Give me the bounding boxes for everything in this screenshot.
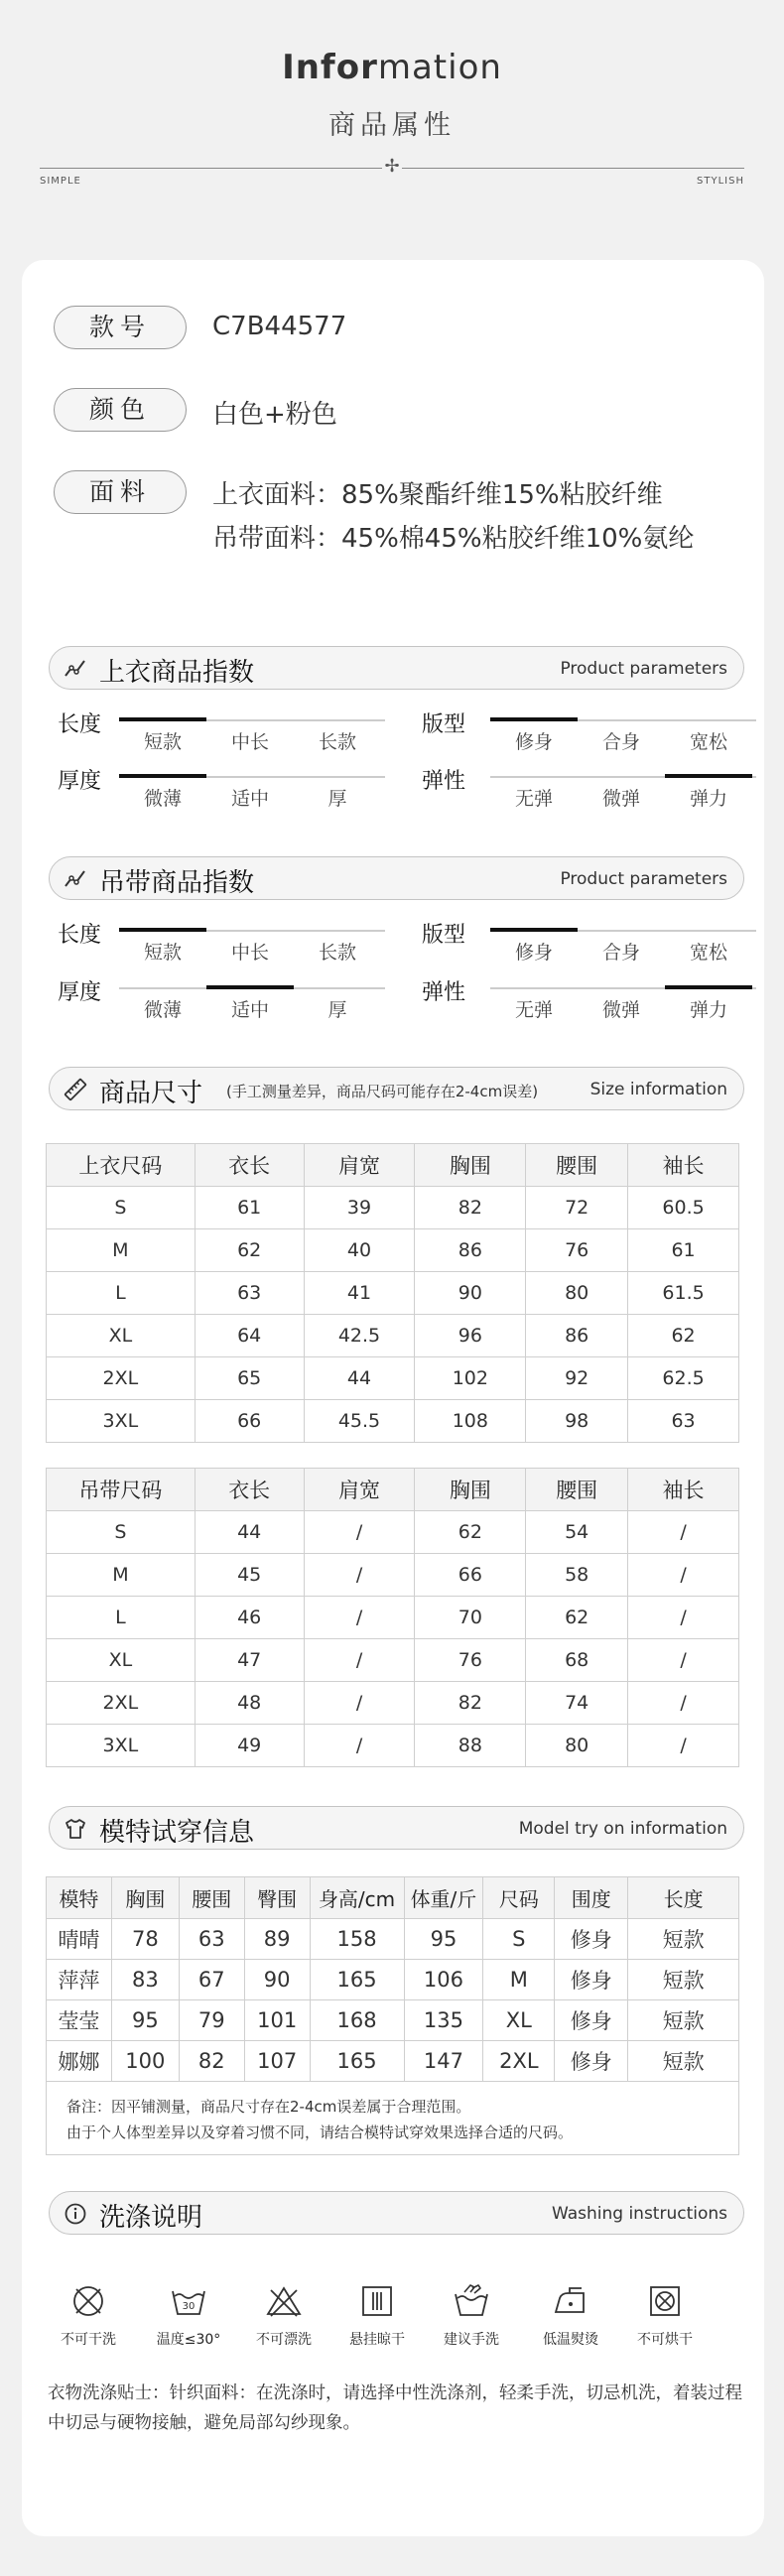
top-size-cell: 41 <box>304 1272 415 1315</box>
top-size-cell: M <box>47 1229 196 1272</box>
header-stylish-label: STYLISH <box>697 176 744 187</box>
trend-line-icon <box>64 867 87 891</box>
cami-size-cell: 47 <box>195 1639 304 1682</box>
model-column-header: 腰围 <box>179 1877 244 1919</box>
top-size-row <box>47 1187 739 1229</box>
index-option: 合身 <box>601 731 640 753</box>
top-size-column-header: 腰围 <box>526 1144 628 1187</box>
wash-item <box>529 2282 612 2349</box>
cami-fabric-value: 吊带面料：45%棉45%粘胶纤维10%氨纶 <box>212 524 695 554</box>
cami-size-cell: / <box>304 1725 415 1767</box>
index-option: 长款 <box>318 731 356 753</box>
index-label: 弹性 <box>422 980 466 1005</box>
top-size-cell: 80 <box>526 1272 628 1315</box>
wash-tip: 衣物洗涤贴士：针织面料：在洗涤时，请选择中性洗涤剂，轻柔手洗，切忌机洗，着装过程中切忌与硬物接触，避免局部勾纱现象。 <box>48 2383 742 2433</box>
model-cell: 79 <box>179 2000 244 2041</box>
top-size-cell: 64 <box>195 1315 304 1357</box>
top-size-cell: 76 <box>526 1229 628 1272</box>
index-selected-mark <box>119 928 206 932</box>
top-fabric-value: 上衣面料：85%聚酯纤维15%粘胶纤维 <box>212 480 663 510</box>
no-bleach-icon <box>265 2282 303 2320</box>
model-column-header: 体重/斤 <box>404 1877 483 1919</box>
wash-item <box>242 2282 326 2349</box>
top-size-cell: 62 <box>628 1315 739 1357</box>
index-scale <box>119 719 385 753</box>
model-cell: 修身 <box>555 2000 628 2041</box>
header-en-title: Information <box>282 48 502 87</box>
svg-text:30: 30 <box>182 2301 196 2312</box>
index-option: 适中 <box>230 999 269 1021</box>
index-selected-mark <box>119 774 206 778</box>
model-cell: 晴晴 <box>47 1919 112 1960</box>
top-size-row <box>47 1315 739 1357</box>
cami-size-header-row <box>47 1469 739 1511</box>
model-column-header: 身高/cm <box>310 1877 404 1919</box>
cami-size-cell: / <box>628 1511 739 1554</box>
model-cell: 2XL <box>483 2041 555 2082</box>
index-option: 短款 <box>143 731 182 753</box>
remark-line: 备注：因平铺测量，商品尺寸存在2-4cm误差属于合理范围。 <box>66 2098 471 2116</box>
model-row <box>47 2041 739 2082</box>
model-cell: 娜娜 <box>47 2041 112 2082</box>
cami-size-cell: / <box>628 1682 739 1725</box>
cami-size-cell: / <box>304 1554 415 1597</box>
model-cell: 修身 <box>555 2041 628 2082</box>
index-label: 弹性 <box>422 769 466 794</box>
top-size-cell: 42.5 <box>304 1315 415 1357</box>
wash-label: 低温熨烫 <box>543 2332 598 2348</box>
index-label: 版型 <box>422 712 466 737</box>
size-note: (手工测量差异，商品尺码可能存在2-4cm误差) <box>226 1083 539 1100</box>
index-option: 无弹 <box>514 999 553 1021</box>
model-cell: 101 <box>244 2000 310 2041</box>
index-scale <box>490 987 756 1021</box>
cami-size-cell: / <box>304 1682 415 1725</box>
model-en: Model try on information <box>518 1819 727 1839</box>
top-size-cell: 44 <box>304 1357 415 1400</box>
wash-item <box>147 2282 230 2349</box>
size-remark <box>46 2082 739 2155</box>
cami-size-cell: M <box>47 1554 196 1597</box>
cami-size-cell: 3XL <box>47 1725 196 1767</box>
trend-line-icon <box>64 657 87 681</box>
cami-size-cell: / <box>628 1725 739 1767</box>
cami-size-cell: / <box>628 1597 739 1639</box>
cami-size-row <box>47 1639 739 1682</box>
index-scale <box>490 930 756 964</box>
cami-size-cell: / <box>304 1511 415 1554</box>
index-option: 厚 <box>327 999 347 1021</box>
cami-size-row <box>47 1725 739 1767</box>
top-size-cell: 40 <box>304 1229 415 1272</box>
cami-size-cell: 54 <box>526 1511 628 1554</box>
header-simple-label: SIMPLE <box>40 176 81 187</box>
top-size-cell: 86 <box>526 1315 628 1357</box>
index-option: 合身 <box>601 942 640 964</box>
model-column-header: 围度 <box>555 1877 628 1919</box>
wash-title: 洗涤说明 <box>99 2203 203 2233</box>
cami-size-column-header: 胸围 <box>415 1469 526 1511</box>
cami-size-cell: 46 <box>195 1597 304 1639</box>
header-divider-left <box>40 168 382 169</box>
cami-size-row <box>47 1597 739 1639</box>
header-cn-title: 商品属性 <box>328 110 456 141</box>
low-iron-icon <box>552 2282 589 2320</box>
size-title: 商品尺寸 <box>99 1079 203 1108</box>
model-cell: 短款 <box>628 2041 739 2082</box>
model-cell: 短款 <box>628 2000 739 2041</box>
cami-size-cell: 66 <box>415 1554 526 1597</box>
top-size-column-header: 胸围 <box>415 1144 526 1187</box>
style-number-label: 款号 <box>54 306 187 349</box>
top-size-cell: 96 <box>415 1315 526 1357</box>
model-cell: 短款 <box>628 1919 739 1960</box>
top-size-cell: S <box>47 1187 196 1229</box>
top-size-column-header: 衣长 <box>195 1144 304 1187</box>
top-index-en: Product parameters <box>560 659 727 679</box>
top-size-row <box>47 1272 739 1315</box>
index-option: 宽松 <box>689 731 727 753</box>
top-size-row <box>47 1229 739 1272</box>
model-cell: 89 <box>244 1919 310 1960</box>
model-cell: 168 <box>310 2000 404 2041</box>
wash-label: 不可干洗 <box>61 2332 116 2348</box>
top-size-row <box>47 1357 739 1400</box>
cami-size-column-header: 衣长 <box>195 1469 304 1511</box>
shirt-icon <box>64 1817 87 1841</box>
model-header-row <box>47 1877 739 1919</box>
cami-size-cell: 58 <box>526 1554 628 1597</box>
model-column-header: 臀围 <box>244 1877 310 1919</box>
model-cell: 158 <box>310 1919 404 1960</box>
no-dry-clean-icon <box>69 2282 107 2320</box>
top-size-cell: 61.5 <box>628 1272 739 1315</box>
index-option: 宽松 <box>689 942 727 964</box>
index-scale <box>490 776 756 810</box>
model-cell: 95 <box>111 2000 179 2041</box>
index-scale <box>119 930 385 964</box>
top-size-cell: 86 <box>415 1229 526 1272</box>
index-option: 弹力 <box>689 999 727 1021</box>
model-cell: 107 <box>244 2041 310 2082</box>
top-size-cell: 2XL <box>47 1357 196 1400</box>
top-index-title: 上衣商品指数 <box>99 658 255 688</box>
cami-size-table <box>46 1468 739 1767</box>
model-cell: 63 <box>179 1919 244 1960</box>
model-cell: 修身 <box>555 1919 628 1960</box>
top-size-cell: 61 <box>628 1229 739 1272</box>
cami-size-column-header: 腰围 <box>526 1469 628 1511</box>
cami-size-cell: / <box>628 1554 739 1597</box>
ruler-icon <box>64 1078 87 1101</box>
model-cell: 165 <box>310 1960 404 2000</box>
header-divider-right <box>402 168 744 169</box>
cami-size-cell: 44 <box>195 1511 304 1554</box>
index-scale <box>119 987 385 1021</box>
model-cell: 萍萍 <box>47 1960 112 2000</box>
size-en: Size information <box>589 1080 727 1099</box>
fabric-label: 面料 <box>54 470 187 514</box>
model-row <box>47 2000 739 2041</box>
top-size-cell: 3XL <box>47 1400 196 1443</box>
model-cell: 147 <box>404 2041 483 2082</box>
cami-index-en: Product parameters <box>560 869 727 889</box>
cami-index-title: 吊带商品指数 <box>99 868 255 898</box>
index-option: 长款 <box>318 942 356 964</box>
cami-size-column-header: 肩宽 <box>304 1469 415 1511</box>
hand-wash-icon <box>453 2282 490 2320</box>
wash-item <box>623 2282 707 2349</box>
cami-size-cell: 68 <box>526 1639 628 1682</box>
index-option: 修身 <box>514 942 553 964</box>
wash-label: 不可漂洗 <box>256 2332 312 2348</box>
model-row <box>47 1919 739 1960</box>
index-label: 厚度 <box>58 769 102 794</box>
wash-item <box>430 2282 513 2349</box>
cami-size-cell: 62 <box>526 1597 628 1639</box>
cami-size-row <box>47 1511 739 1554</box>
index-option: 中长 <box>230 731 269 753</box>
top-size-cell: 72 <box>526 1187 628 1229</box>
model-cell: XL <box>483 2000 555 2041</box>
model-cell: 95 <box>404 1919 483 1960</box>
index-selected-mark <box>206 985 294 989</box>
cami-size-cell: S <box>47 1511 196 1554</box>
top-size-cell: 102 <box>415 1357 526 1400</box>
color-value: 白色+粉色 <box>212 400 337 430</box>
model-cell: 165 <box>310 2041 404 2082</box>
index-option: 微薄 <box>143 788 182 810</box>
model-cell: 135 <box>404 2000 483 2041</box>
index-option: 厚 <box>327 788 347 810</box>
top-size-cell: 66 <box>195 1400 304 1443</box>
model-column-header: 尺码 <box>483 1877 555 1919</box>
cami-size-cell: L <box>47 1597 196 1639</box>
wash-30-icon <box>170 2282 207 2320</box>
model-cell: 莹莹 <box>47 2000 112 2041</box>
cami-size-cell: 76 <box>415 1639 526 1682</box>
hang-dry-icon <box>358 2282 396 2320</box>
index-selected-mark <box>119 717 206 721</box>
no-tumble-dry-icon <box>646 2282 684 2320</box>
top-size-cell: 90 <box>415 1272 526 1315</box>
model-cell: S <box>483 1919 555 1960</box>
top-size-cell: 92 <box>526 1357 628 1400</box>
model-cell: 83 <box>111 1960 179 2000</box>
top-size-cell: 60.5 <box>628 1187 739 1229</box>
index-label: 长度 <box>58 923 102 948</box>
style-number-value: C7B44577 <box>212 312 347 341</box>
cami-size-cell: / <box>304 1639 415 1682</box>
index-option: 无弹 <box>514 788 553 810</box>
model-cell: 90 <box>244 1960 310 2000</box>
wash-label: 温度≤30° <box>156 2332 221 2348</box>
model-cell: 短款 <box>628 1960 739 2000</box>
model-row <box>47 1960 739 2000</box>
wash-label: 悬挂晾干 <box>349 2332 405 2348</box>
top-size-header-row <box>47 1144 739 1187</box>
cami-size-cell: 88 <box>415 1725 526 1767</box>
top-size-column-header: 上衣尺码 <box>47 1144 196 1187</box>
index-label: 长度 <box>58 712 102 737</box>
top-size-cell: 63 <box>628 1400 739 1443</box>
wash-label: 建议手洗 <box>444 2332 499 2348</box>
cami-size-cell: 2XL <box>47 1682 196 1725</box>
top-index-header <box>49 646 744 690</box>
cami-size-cell: 82 <box>415 1682 526 1725</box>
top-size-cell: 65 <box>195 1357 304 1400</box>
index-option: 适中 <box>230 788 269 810</box>
model-table <box>46 1876 739 2082</box>
wash-item <box>47 2282 130 2349</box>
cami-size-column-header: 袖长 <box>628 1469 739 1511</box>
size-header <box>49 1067 744 1110</box>
index-option: 弹力 <box>689 788 727 810</box>
model-cell: 82 <box>179 2041 244 2082</box>
wash-label: 不可烘干 <box>637 2332 693 2348</box>
index-scale <box>119 776 385 810</box>
model-title: 模特试穿信息 <box>99 1818 255 1848</box>
cami-size-cell: 48 <box>195 1682 304 1725</box>
top-size-cell: 62.5 <box>628 1357 739 1400</box>
wash-en: Washing instructions <box>551 2204 727 2224</box>
cami-size-cell: / <box>628 1639 739 1682</box>
index-option: 修身 <box>514 731 553 753</box>
top-size-column-header: 肩宽 <box>304 1144 415 1187</box>
cami-size-cell: 49 <box>195 1725 304 1767</box>
top-size-cell: 45.5 <box>304 1400 415 1443</box>
top-size-cell: 63 <box>195 1272 304 1315</box>
cami-size-column-header: 吊带尺码 <box>47 1469 196 1511</box>
index-scale <box>490 719 756 753</box>
top-size-cell: 82 <box>415 1187 526 1229</box>
cami-size-cell: 80 <box>526 1725 628 1767</box>
index-selected-mark <box>490 717 578 721</box>
index-option: 短款 <box>143 942 182 964</box>
model-header <box>49 1806 744 1850</box>
cami-size-cell: / <box>304 1597 415 1639</box>
top-size-cell: 98 <box>526 1400 628 1443</box>
cami-size-cell: 74 <box>526 1682 628 1725</box>
top-size-cell: XL <box>47 1315 196 1357</box>
index-selected-mark <box>490 928 578 932</box>
cami-size-cell: XL <box>47 1639 196 1682</box>
model-cell: 67 <box>179 1960 244 2000</box>
model-cell: 修身 <box>555 1960 628 2000</box>
color-label: 颜色 <box>54 388 187 432</box>
cami-size-row <box>47 1682 739 1725</box>
top-size-row <box>47 1400 739 1443</box>
top-size-cell: 39 <box>304 1187 415 1229</box>
info-icon <box>64 2202 87 2226</box>
top-size-cell: 61 <box>195 1187 304 1229</box>
top-size-table <box>46 1143 739 1443</box>
index-selected-mark <box>665 985 752 989</box>
model-cell: M <box>483 1960 555 2000</box>
index-label: 厚度 <box>58 980 102 1005</box>
cami-index-header <box>49 856 744 900</box>
cami-size-cell: 62 <box>415 1511 526 1554</box>
remark-line: 由于个人体型差异以及穿着习惯不同，请结合模特试穿效果选择合适的尺码。 <box>66 2124 574 2141</box>
info-header <box>0 0 784 228</box>
wash-item <box>335 2282 419 2349</box>
model-column-header: 胸围 <box>111 1877 179 1919</box>
top-size-column-header: 袖长 <box>628 1144 739 1187</box>
cami-size-cell: 70 <box>415 1597 526 1639</box>
top-size-cell: L <box>47 1272 196 1315</box>
index-option: 微薄 <box>143 999 182 1021</box>
top-size-cell: 108 <box>415 1400 526 1443</box>
wash-header <box>49 2191 744 2235</box>
index-selected-mark <box>665 774 752 778</box>
index-option: 微弹 <box>601 999 640 1021</box>
model-column-header: 模特 <box>47 1877 112 1919</box>
top-size-cell: 62 <box>195 1229 304 1272</box>
index-option: 中长 <box>230 942 269 964</box>
cami-size-row <box>47 1554 739 1597</box>
index-label: 版型 <box>422 923 466 948</box>
model-cell: 106 <box>404 1960 483 2000</box>
cami-size-cell: 45 <box>195 1554 304 1597</box>
index-option: 微弹 <box>601 788 640 810</box>
plus-ornament-icon: ✢ <box>384 156 400 177</box>
model-cell: 100 <box>111 2041 179 2082</box>
model-column-header: 长度 <box>628 1877 739 1919</box>
model-cell: 78 <box>111 1919 179 1960</box>
